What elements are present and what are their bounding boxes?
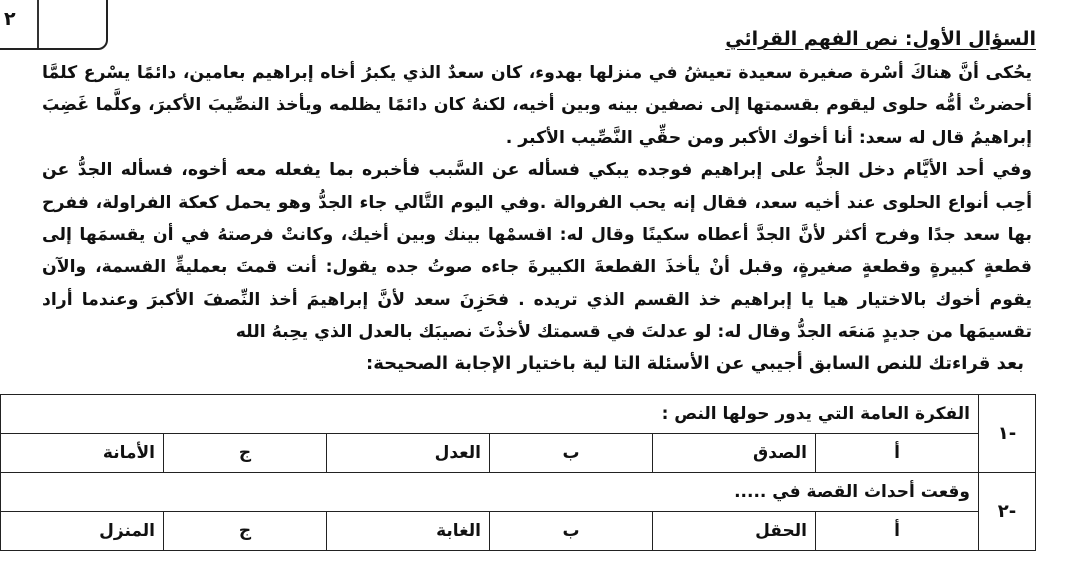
question-1-number: -١: [979, 395, 1036, 473]
option-text[interactable]: الأمانة: [1, 434, 164, 473]
question-1-options: [1, 434, 1036, 473]
option-text[interactable]: الحقل: [653, 512, 816, 551]
questions-table: [0, 394, 1036, 551]
page-number: ٢: [4, 8, 16, 30]
option-letter: ج: [164, 512, 327, 551]
instruction-text: بعد قراءتك للنص السابق أجيبي عن الأسئلة التا لية باختيار الإجابة الصحيحة:: [366, 353, 1024, 374]
question-2-row: [1, 473, 1036, 512]
option-text[interactable]: العدل: [327, 434, 490, 473]
question-2-text: وقعت أحداث القصة في .....: [1, 473, 979, 512]
option-letter: ج: [164, 434, 327, 473]
page-number-divider: [37, 0, 39, 48]
question-2-options: [1, 512, 1036, 551]
question-2-number: -٢: [979, 473, 1036, 551]
option-letter: أ: [816, 434, 979, 473]
option-text[interactable]: الصدق: [653, 434, 816, 473]
passage-paragraph-1: يحُكى أنَّ هناكَ أسْرة صغيرة سعيدة تعيشُ في منزلها بهدوء، كان سعدٌ الذي يكبرُ أخاه إبراهيم بعامين، دائمًا يسْرع كلمَّا أحضرتْ أمُّه حلوى ليقوم بقسمتها إلى نصفين بينه وبين أخيه، لكنهُ كان دائمًا يظلمه ويأخذ النصِّيبَ الأكبرَ، وكلَّما غَضِبَ إبراهيمُ قال له سعد: أنا أخوك الأكبر ومن حقِّي النَّصِّيب الأكبر .: [42, 63, 1032, 148]
option-text[interactable]: المنزل: [1, 512, 164, 551]
option-letter: أ: [816, 512, 979, 551]
option-letter: ب: [490, 512, 653, 551]
question-title: السؤال الأول: نص الفهم القرائي: [725, 28, 1036, 50]
passage-paragraph-2: وفي أحد الأيَّام دخل الجدُّ على إبراهيم فوجده يبكي فسأله عن السَّبب فأخبره بما يفعله معه أخوه، فسأله الجدُّ عن أحِب أنواع الحلوى عند أخيه سعد، فقال إنه يحب الفروالة .وفي اليوم التَّالي جاء الجدُّ وهو يحمل كعكة الفراولة، ففرح بها سعد جدًا وفرح أكثر لأنَّ الجدَّ أعطاه سكينًا وقال له: اقسمْها بينك وبين أخيك، وكانتْ فرصتهُ في أن يقسمَها إلى قطعةٍ كبيرةٍ وقطعةٍ صغيرةٍ، وقبل أنْ يأخذَ القطعةَ الكبيرةَ جاءه صوتُ جده يقول: أنت قمتَ بعمليةِّ القسمة، والآن يقوم أخوك بالاختيار هيا يا إبراهيم خذ القسم الذي تريده . فحَزِنَ سعد لأنَّ إبراهيمَ أخذ النِّصفَ الأكبرَ وعندما أراد تقسيمَها من جديدٍ مَنعَه الجدُّ وقال له: لو عدلتَ في قسمتك لأخذْتَ نصيبَك بالعدل الذي يحِبهُ الله: [42, 160, 1032, 343]
question-1-row: [1, 395, 1036, 434]
question-1-text: الفكرة العامة التي يدور حولها النص :: [1, 395, 979, 434]
reading-passage: [42, 57, 1032, 349]
option-text[interactable]: الغابة: [327, 512, 490, 551]
option-letter: ب: [490, 434, 653, 473]
page-number-box: [0, 0, 108, 50]
